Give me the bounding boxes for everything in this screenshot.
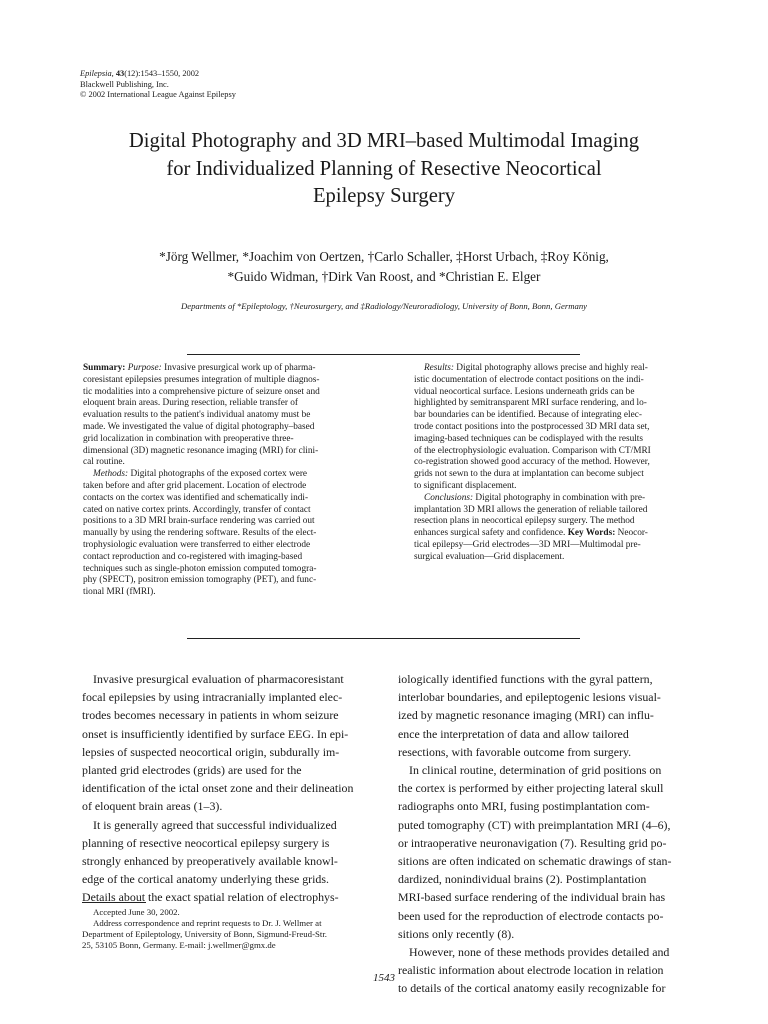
abstract-line: co-registration showed good accuracy of the method. However, xyxy=(414,457,650,468)
abstract-line: taken before and after grid placement. Location of electrode xyxy=(83,480,307,491)
abstract-line: Digital photography allows precise and highly real- xyxy=(456,363,648,373)
abstract-left-column xyxy=(83,363,353,599)
title-line: Digital Photography and 3D MRI–based Multimodal Imaging xyxy=(128,130,640,152)
conclusions-label: Conclusions: xyxy=(424,492,474,503)
abstract-line: trode contact positions into the postprocessed 3D MRI data set, xyxy=(414,421,650,432)
abstract-line: phy (SPECT), positron emission tomography (PET), and func- xyxy=(83,575,317,586)
abstract-line: grid localization in combination with preoperative three- xyxy=(83,433,294,444)
body-line: dardized, nonindividual brains (2). Postimplantation xyxy=(398,872,647,887)
body-line: or intraoperative neuronavigation (7). Resulting grid po- xyxy=(398,835,667,850)
body-line: resections, with favorable outcome from surgery. xyxy=(398,744,632,759)
abstract-top-rule xyxy=(187,354,580,355)
abstract-line: Invasive presurgical work up of pharma- xyxy=(164,363,316,373)
body-line: However, none of these methods provides detailed and xyxy=(409,945,670,960)
page-number: 1543 xyxy=(373,972,395,984)
abstract-right-column xyxy=(414,363,684,564)
abstract-line: bar boundaries can be identified. Because of integrating elec- xyxy=(414,410,642,421)
author-list xyxy=(84,247,684,286)
journal-publisher: Blackwell Publishing, Inc. xyxy=(80,79,169,89)
abstract-line: Digital photography in combination with pre- xyxy=(475,492,646,503)
abstract-line: dimensional (3D) magnetic resonance imaging (MRI) for clini- xyxy=(83,445,319,456)
body-line: lepsies of suspected neocortical origin, subdurally im- xyxy=(82,744,340,759)
abstract-line: istic documentation of electrode contact positions on the indi- xyxy=(414,374,644,385)
title-line: for Individualized Planning of Resective Neocortical xyxy=(166,157,602,180)
author-line: *Guido Widman, †Dirk Van Roost, and *Christian E. Elger xyxy=(227,268,541,284)
body-line: iologically identified functions with the gyral pattern, xyxy=(398,672,653,686)
footnote-line: 25, 53105 Bonn, Germany. E-mail: j.wellmer@gmx.de xyxy=(82,940,276,950)
journal-citation-header xyxy=(80,69,236,101)
body-line: interlobar boundaries, and epileptogenic lesions visual- xyxy=(398,690,661,705)
abstract-line: of the electrophysiologic evaluation. Comparison with CT/MRI xyxy=(414,445,651,456)
body-line: In clinical routine, determination of grid positions on xyxy=(409,763,662,778)
results-label: Results: xyxy=(424,363,454,373)
body-line: Invasive presurgical evaluation of pharmacoresistant xyxy=(93,672,344,686)
abstract-line: surgical evaluation—Grid displacement. xyxy=(414,551,565,562)
abstract-line: coresistant epilepsies presumes integration of multiple diagnos- xyxy=(83,374,320,385)
body-line: radiographs onto MRI, fusing postimplantation com- xyxy=(398,799,650,814)
body-line: the cortex is performed by either projecting lateral skull xyxy=(398,781,664,796)
abstract-line: made. We investigated the value of digital photography–based xyxy=(83,421,315,432)
body-line: Details about the exact spatial relation of electrophys- xyxy=(82,890,339,905)
abstract-bottom-rule xyxy=(187,638,580,639)
abstract-line: implantation 3D MRI allows the generation of reliable tailored xyxy=(414,504,648,515)
methods-label: Methods: xyxy=(93,469,129,480)
footnote-line: Department of Epileptology, University of Bonn, Sigmund-Freud-Str. xyxy=(82,929,327,939)
body-right-column xyxy=(398,670,684,998)
body-line: planted grid electrodes (grids) are used for the xyxy=(82,763,302,778)
affiliation: Departments of *Epileptology, †Neurosurgery, and ‡Radiology/Neuroradiology, University of Bonn, Bonn, Germany xyxy=(180,301,588,311)
footnote-accepted: Accepted June 30, 2002. xyxy=(93,907,180,917)
body-line: edge of the cortical anatomy underlying these grids. xyxy=(82,872,329,887)
body-line: to details of the cortical anatomy easily recognizable for xyxy=(398,981,666,996)
summary-label: Summary: xyxy=(83,363,126,373)
abstract-line: highlighted by semitransparent MRI surface rendering, and lo- xyxy=(414,398,647,409)
abstract-line: Digital photographs of the exposed cortex were xyxy=(130,469,308,480)
body-line: puted tomography (CT) with preimplantation MRI (4–6), xyxy=(398,817,671,832)
abstract-line: manually by using the rendering software. Results of the elect- xyxy=(83,528,317,539)
abstract-line: contact reproduction and co-registered with imaging-based xyxy=(83,551,303,562)
purpose-label: Purpose: xyxy=(127,363,162,373)
body-line: strongly enhanced by preoperatively available knowl- xyxy=(82,854,338,869)
body-line: It is generally agreed that successful individualized xyxy=(93,817,337,832)
abstract-line: tical epilepsy—Grid electrodes—3D MRI—Multimodal pre- xyxy=(414,539,641,550)
body-line: of eloquent brain areas (1–3). xyxy=(82,799,223,814)
journal-issue-pages: (12):1543–1550, 2002 xyxy=(124,69,200,78)
citation-line xyxy=(80,69,236,80)
body-line: ence the interpretation of data and allow tailored xyxy=(398,726,629,741)
journal-volume: 43 xyxy=(115,69,125,78)
body-line: onset is insufficiently identified by surface EEG. In epi- xyxy=(82,726,349,741)
body-left-column xyxy=(82,670,368,907)
footnote-rule xyxy=(82,902,146,903)
abstract-line: positions to a 3D MRI brain-surface rendering was carried out xyxy=(83,516,315,527)
abstract-line: imaging-based techniques can be codisplayed with the results xyxy=(414,433,643,444)
body-line: focal epilepsies by using intracranially implanted elec- xyxy=(82,690,343,705)
body-line: been used for the reproduction of electrode contacts po- xyxy=(398,908,664,923)
abstract-line: vidual neocortical surface. Lesions underneath grids can be xyxy=(414,386,635,397)
title-line: Epilepsy Surgery xyxy=(312,185,456,207)
abstract-line: trophysiologic evaluation were transferred to either electrode xyxy=(83,539,311,550)
body-line: MRI-based surface rendering of the individual brain has xyxy=(398,890,666,905)
abstract-line: evaluation results to the patient's individual anatomy must be xyxy=(83,410,311,421)
body-line: sitions only recently (8). xyxy=(398,926,515,941)
abstract-line: tional MRI (fMRI). xyxy=(83,587,156,598)
journal-copyright: © 2002 International League Against Epilepsy xyxy=(80,90,236,100)
body-line: planning of resective neocortical epilepsy surgery is xyxy=(82,835,330,850)
abstract-line: cal routine. xyxy=(83,457,125,468)
abstract-line: Neocor- xyxy=(617,528,648,539)
abstract-line: techniques such as single-photon emission computed tomogra- xyxy=(83,563,317,574)
abstract-line: resection plans in neocortical epilepsy surgery. The method xyxy=(414,516,635,527)
body-line: realistic information about electrode location in relation xyxy=(398,963,664,978)
abstract-line: grids not sewn to the dura at implantation can become subject xyxy=(414,469,644,480)
abstract-line: contacts on the cortex was identified and schematically indi- xyxy=(83,492,309,503)
abstract-line: tic modalities into a comprehensive picture of seizure onset and xyxy=(83,386,320,397)
article-title xyxy=(84,128,684,211)
abstract-line: cated on native cortex prints. Accordingly, transfer of contact xyxy=(83,504,311,515)
body-line: trodes becomes necessary in patients in whom seizure xyxy=(82,708,339,723)
keywords-label: Key Words: xyxy=(567,528,616,539)
abstract-line: to significant displacement. xyxy=(414,480,517,491)
author-line: *Jörg Wellmer, *Joachim von Oertzen, †Carlo Schaller, ‡Horst Urbach, ‡Roy König, xyxy=(159,249,609,264)
abstract-line: eloquent brain areas. During resection, reliable transfer of xyxy=(83,398,299,409)
footnote-line: Address correspondence and reprint requests to Dr. J. Wellmer at xyxy=(93,918,322,928)
journal-name: Epilepsia, xyxy=(80,69,114,78)
body-line: identification of the ictal onset zone and their delineation xyxy=(82,781,354,796)
abstract-line: enhances surgical safety and confidence. xyxy=(414,528,566,539)
body-line: sitions are often indicated on schematic drawings of stan- xyxy=(398,854,672,869)
body-line: ized by magnetic resonance imaging (MRI) can influ- xyxy=(398,708,654,723)
footnote xyxy=(82,907,372,951)
